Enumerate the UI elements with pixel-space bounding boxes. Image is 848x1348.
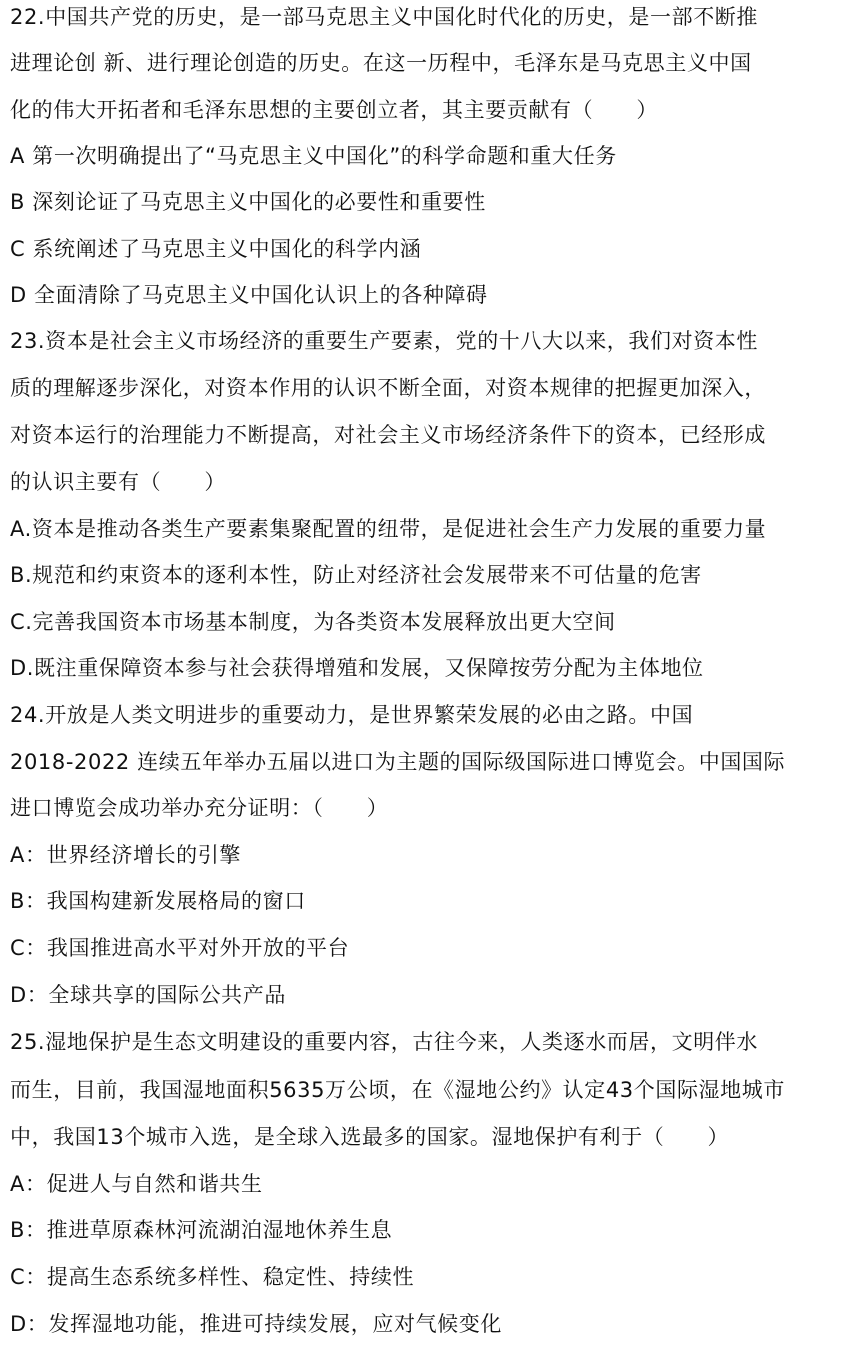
q24-stem-line-3: 进口博览会成功举办充分证明：（ ） <box>10 796 389 820</box>
q22-option-d: D 全面清除了马克思主义中国化认识上的各种障碍 <box>10 283 488 307</box>
q22-stem-line-3: 化的伟大开拓者和毛泽东思想的主要创立者，其主要贡献有（ ） <box>10 98 658 122</box>
q24-option-c: C：我国推进高水平对外开放的平台 <box>10 936 350 960</box>
q24-stem-line-1: 24.开放是人类文明进步的重要动力，是世界繁荣发展的必由之路。中国 <box>10 703 694 727</box>
q22-option-c: C 系统阐述了马克思主义中国化的科学内涵 <box>10 237 422 261</box>
q24-option-d: D：全球共享的国际公共产品 <box>10 983 286 1007</box>
q23-stem-line-4: 的认识主要有（ ） <box>10 470 226 494</box>
q25-option-b: B：推进草原森林河流湖泊湿地休养生息 <box>10 1218 393 1242</box>
q23-stem-line-1: 23.资本是社会主义市场经济的重要生产要素，党的十八大以来，我们对资本性 <box>10 329 758 353</box>
q22-option-b: B 深刻论证了马克思主义中国化的必要性和重要性 <box>10 190 486 214</box>
q24-option-b: B：我国构建新发展格局的窗口 <box>10 889 306 913</box>
q25-option-c: C：提高生态系统多样性、稳定性、持续性 <box>10 1265 415 1289</box>
q25-stem-line-2: 而生，目前，我国湿地面积5635万公顷，在《湿地公约》认定43个国际湿地城市 <box>10 1078 785 1102</box>
q23-stem-line-3: 对资本运行的治理能力不断提高，对社会主义市场经济条件下的资本，已经形成 <box>10 423 766 447</box>
q23-option-b: B.规范和约束资本的逐利本性，防止对经济社会发展带来不可估量的危害 <box>10 563 702 587</box>
q22-option-a: A 第一次明确提出了“马克思主义中国化”的科学命题和重大任务 <box>10 144 617 168</box>
q23-stem-line-2: 质的理解逐步深化，对资本作用的认识不断全面，对资本规律的把握更加深入， <box>10 376 766 400</box>
q25-option-d: D：发挥湿地功能，推进可持续发展，应对气候变化 <box>10 1312 502 1336</box>
q25-stem-line-3: 中，我国13个城市入选，是全球入选最多的国家。湿地保护有利于（ ） <box>10 1125 730 1149</box>
q22-stem-line-2: 进理论创 新、进行理论创造的历史。在这一历程中，毛泽东是马克思主义中国 <box>10 51 752 75</box>
q22-stem-line-1: 22.中国共产党的历史，是一部马克思主义中国化时代化的历史，是一部不断推 <box>10 5 758 29</box>
q24-option-a: A：世界经济增长的引擎 <box>10 843 241 867</box>
q24-stem-line-2: 2018-2022 连续五年举办五届以进口为主题的国际级国际进口博览会。中国国际 <box>10 750 786 774</box>
q23-option-a: A.资本是推动各类生产要素集聚配置的纽带，是促进社会生产力发展的重要力量 <box>10 517 767 541</box>
q25-option-a: A：促进人与自然和谐共生 <box>10 1172 263 1196</box>
q23-option-c: C.完善我国资本市场基本制度，为各类资本发展释放出更大空间 <box>10 610 616 634</box>
q25-stem-line-1: 25.湿地保护是生态文明建设的重要内容，古往今来，人类逐水而居，文明伴水 <box>10 1030 758 1054</box>
q23-option-d: D.既注重保障资本参与社会获得增殖和发展，又保障按劳分配为主体地位 <box>10 656 704 680</box>
